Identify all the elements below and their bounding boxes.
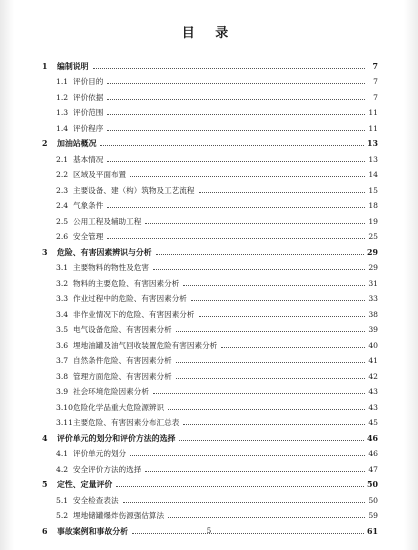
toc-subsection-entry	[42, 489, 378, 505]
toc-entry-label: 区域及平面布置	[73, 170, 127, 179]
toc-entry-number: 2.2	[56, 170, 69, 179]
toc-entry-label: 评价目的	[73, 77, 104, 86]
toc-subsection-entry	[42, 334, 378, 350]
toc-section-entry	[42, 241, 378, 257]
toc-entry-number: 2.3	[56, 185, 69, 195]
toc-entry-label: 主要危险、有害因素分布汇总表	[73, 418, 180, 427]
toc-dot-leader	[107, 113, 365, 115]
toc-entry-number: 4	[42, 433, 48, 443]
page-title: 目 录	[181, 26, 237, 41]
toc-subsection-entry	[42, 396, 378, 412]
toc-entry-page: 39	[368, 325, 378, 334]
toc-entry-label: 安全评价方法的选择	[73, 464, 142, 474]
toc-entry-page: 7	[373, 92, 378, 102]
toc-dot-leader	[176, 361, 365, 363]
toc-entry-page: 41	[368, 356, 378, 365]
toc-entry-label: 定性、定量评价	[57, 480, 113, 489]
toc-dot-leader	[191, 299, 365, 301]
toc-dot-leader	[145, 222, 365, 224]
toc-subsection-entry	[42, 319, 378, 335]
toc-subsection-entry	[42, 86, 378, 102]
toc-subsection-entry	[42, 365, 378, 381]
toc-dot-leader	[156, 253, 364, 255]
toc-dot-leader	[221, 346, 365, 348]
toc-entry-page: 33	[368, 294, 378, 303]
toc-entry-number: 3.10	[56, 402, 73, 412]
toc-entry-page: 50	[367, 480, 378, 489]
toc-subsection-entry	[42, 148, 378, 164]
toc-entry-label: 安全管理	[73, 232, 104, 241]
toc-entry-number: 3.5	[56, 325, 69, 334]
toc-section-entry	[42, 474, 378, 490]
toc-dot-leader	[130, 175, 365, 177]
toc-entry-number: 1.3	[56, 108, 69, 117]
toc-entry-label: 公用工程及辅助工程	[73, 216, 142, 226]
toc-entry-page: 7	[372, 61, 378, 71]
toc-dot-leader	[168, 408, 365, 410]
toc-dot-leader	[100, 144, 364, 146]
toc-entry-number: 4.1	[56, 449, 69, 458]
toc-subsection-entry	[42, 272, 378, 288]
toc-entry-page: 15	[368, 185, 378, 195]
toc-entry-label: 危险化学品重大危险源辨识	[73, 402, 165, 412]
toc-entry-number: 1.1	[56, 77, 69, 86]
toc-entry-page: 29	[367, 247, 378, 257]
toc-dot-leader	[107, 82, 365, 84]
toc-dot-leader	[107, 237, 365, 239]
toc-entry-number: 3.2	[56, 278, 69, 288]
toc-entry-label: 评价单元的划分	[73, 449, 127, 458]
toc-subsection-entry	[42, 102, 378, 118]
toc-entry-label: 评价范围	[73, 108, 104, 117]
toc-dot-leader	[130, 454, 365, 456]
toc-entry-label: 物料的主要危险、有害因素分析	[73, 278, 180, 288]
toc-entry-label: 主要设备、建（构）筑物及工艺流程	[73, 185, 195, 195]
toc-entry-number: 3.3	[56, 294, 69, 303]
toc-entry-page: 19	[368, 216, 378, 226]
toc-entry-label: 基本情况	[73, 154, 104, 164]
toc-entry-page: 13	[367, 139, 378, 148]
toc-dot-leader	[153, 268, 365, 270]
toc-entry-page: 43	[368, 402, 378, 412]
toc-entry-label: 评价依据	[73, 92, 104, 102]
toc-entry-page: 47	[368, 464, 378, 474]
toc-dot-leader	[107, 129, 365, 131]
toc-dot-leader	[199, 315, 366, 317]
toc-entry-label: 埋地油罐及油气回收装置危险有害因素分析	[73, 340, 218, 350]
toc-entry-number: 2.6	[56, 232, 69, 241]
toc-entry-number: 3.4	[56, 309, 69, 319]
toc-entry-label: 主要物料的物性及危害	[73, 263, 149, 272]
toc-entry-label: 埋地储罐爆炸伤源强估算法	[73, 511, 165, 520]
toc-dot-leader	[107, 206, 365, 208]
toc-entry-number: 3.6	[56, 340, 69, 350]
toc-entry-page: 46	[367, 433, 378, 443]
toc-entry-page: 14	[368, 170, 378, 179]
toc-entry-number: 6	[42, 526, 48, 536]
toc-entry-number: 4.2	[56, 464, 69, 474]
toc-entry-label: 管理方面危险、有害因素分析	[73, 371, 172, 381]
toc-dot-leader	[123, 501, 365, 503]
toc-entry-label: 编制说明	[57, 61, 89, 71]
toc-entry-label: 非作业情况下的危险、有害因素分析	[73, 309, 195, 319]
toc-entry-label: 作业过程中的危险、有害因素分析	[73, 294, 187, 303]
toc-entry-page: 43	[368, 387, 378, 396]
toc-entry-page: 29	[368, 263, 378, 272]
toc-entry-page: 61	[367, 526, 378, 536]
toc-subsection-entry	[42, 210, 378, 226]
toc-entry-page: 18	[368, 201, 378, 210]
toc-entry-page: 25	[368, 232, 378, 241]
toc-entry-label: 电气设备危险、有害因素分析	[73, 325, 172, 334]
toc-entry-label: 社会环境危险因素分析	[73, 387, 149, 396]
toc-dot-leader	[183, 423, 365, 425]
toc-subsection-entry	[42, 195, 378, 211]
toc-entry-number: 3.1	[56, 263, 69, 272]
toc-subsection-entry	[42, 71, 378, 87]
toc-subsection-entry	[42, 458, 378, 474]
toc-entry-label: 气象条件	[73, 201, 104, 210]
toc-entry-page: 31	[368, 278, 378, 288]
toc-section-entry	[42, 133, 378, 149]
toc-entry-page: 11	[368, 123, 378, 133]
toc-dot-leader	[183, 284, 365, 286]
toc-dot-leader	[107, 160, 365, 162]
toc-entry-number: 5.2	[56, 511, 69, 520]
toc-entry-number: 3.8	[56, 371, 69, 381]
toc-subsection-entry	[42, 381, 378, 397]
toc-entry-page: 50	[368, 495, 378, 505]
toc-entry-page: 7	[373, 77, 378, 86]
toc-section-entry	[42, 55, 378, 71]
toc-dot-leader	[168, 516, 365, 518]
toc-subsection-entry	[42, 350, 378, 366]
toc-entry-page: 45	[368, 418, 378, 427]
toc-subsection-entry	[42, 117, 378, 133]
toc-subsection-entry	[42, 179, 378, 195]
toc-entry-number: 2.5	[56, 216, 69, 226]
toc-dot-leader	[153, 392, 365, 394]
toc-entry-number: 3.11	[56, 418, 73, 427]
toc-entry-number: 2.4	[56, 201, 69, 210]
toc-subsection-entry	[42, 443, 378, 459]
toc-entry-label: 事故案例和事故分析	[57, 526, 129, 536]
toc-entry-label: 安全检查表法	[73, 495, 119, 505]
toc-dot-leader	[199, 191, 366, 193]
toc-dot-leader	[93, 67, 365, 69]
toc-entry-number: 5.1	[56, 495, 69, 505]
toc-subsection-entry	[42, 412, 378, 428]
toc-entry-page: 38	[368, 309, 378, 319]
page-number: 5	[206, 527, 212, 535]
toc-entry-number: 2	[42, 139, 48, 148]
table-of-contents	[42, 55, 378, 536]
toc-subsection-entry	[42, 505, 378, 521]
toc-subsection-entry	[42, 303, 378, 319]
toc-entry-page: 42	[368, 371, 378, 381]
toc-entry-number: 3.9	[56, 387, 69, 396]
toc-entry-page: 46	[368, 449, 378, 458]
toc-subsection-entry	[42, 164, 378, 180]
toc-entry-number: 2.1	[56, 154, 69, 164]
toc-dot-leader	[176, 377, 365, 379]
toc-entry-number: 3	[42, 247, 48, 257]
toc-entry-label: 危险、有害因素辨识与分析	[57, 247, 152, 257]
toc-entry-label: 加油站概况	[57, 139, 97, 148]
toc-entry-label: 评价单元的划分和评价方法的选择	[57, 433, 176, 443]
toc-entry-label: 评价程序	[73, 123, 104, 133]
toc-entry-label: 自然条件危险、有害因素分析	[73, 356, 172, 365]
toc-subsection-entry	[42, 226, 378, 242]
toc-entry-number: 1	[42, 61, 48, 71]
toc-section-entry	[42, 427, 378, 443]
toc-dot-leader	[145, 470, 365, 472]
toc-entry-page: 40	[368, 340, 378, 350]
toc-dot-leader	[107, 98, 365, 100]
toc-entry-page: 13	[368, 154, 378, 164]
toc-entry-number: 1.2	[56, 92, 69, 102]
toc-dot-leader	[176, 330, 365, 332]
toc-entry-number: 1.4	[56, 123, 69, 133]
toc-entry-number: 3.7	[56, 356, 69, 365]
toc-subsection-entry	[42, 257, 378, 273]
toc-entry-page: 11	[368, 108, 378, 117]
toc-subsection-entry	[42, 288, 378, 304]
toc-entry-number: 5	[42, 480, 48, 489]
toc-entry-page: 59	[368, 511, 378, 520]
toc-dot-leader	[179, 439, 364, 441]
toc-dot-leader	[116, 485, 364, 487]
